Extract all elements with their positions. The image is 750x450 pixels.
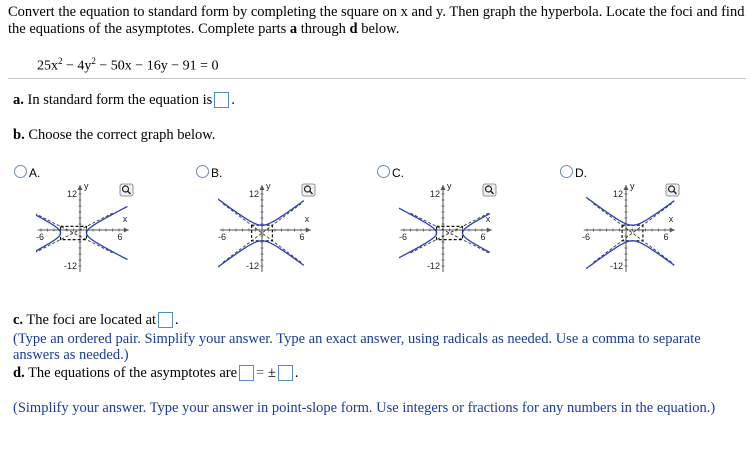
part-a: a. In standard form the equation is . <box>13 92 235 108</box>
option-label: D. <box>575 166 587 180</box>
asymptote-line <box>411 213 489 253</box>
x-tick-label-left: -6 <box>36 232 45 242</box>
graph-option-c[interactable] <box>377 164 491 271</box>
foci-input[interactable] <box>158 312 173 328</box>
graph-option-a[interactable] <box>14 164 128 271</box>
y-axis-label: y <box>84 181 89 191</box>
option-label: B. <box>211 166 223 180</box>
radio-button[interactable] <box>196 165 209 178</box>
y-tick-label-bottom: -12 <box>63 261 77 271</box>
y-tick-label-top: 12 <box>66 189 77 199</box>
radio-button[interactable] <box>14 165 27 178</box>
y-tick-label-top: 12 <box>248 189 259 199</box>
y-tick-label-top: 12 <box>612 189 623 199</box>
magnifier-zoom-icon[interactable] <box>666 184 679 196</box>
asymptote-right-input[interactable] <box>278 365 293 381</box>
asymptote-line <box>36 213 113 253</box>
hyperbola-graph <box>218 180 318 278</box>
y-tick-label-bottom: -12 <box>245 261 259 271</box>
y-axis-arrow <box>78 185 83 190</box>
y-axis-label: y <box>630 181 635 191</box>
asymptote-line <box>411 213 489 253</box>
hyperbola-branch <box>586 241 674 269</box>
x-axis-arrow <box>306 228 311 233</box>
y-tick-label-bottom: -12 <box>426 261 440 271</box>
question-intro-tail: Complete parts a through d below. <box>198 21 400 37</box>
magnifier-zoom-icon[interactable] <box>483 184 496 196</box>
y-axis-arrow <box>260 185 265 190</box>
hyperbola-graph <box>399 180 499 278</box>
hyperbola-branch <box>586 197 674 225</box>
x-tick-label-right: 6 <box>117 232 123 242</box>
graph-option-b[interactable] <box>196 164 310 271</box>
y-axis-label: y <box>266 181 271 191</box>
part-c-hint: (Type an ordered pair. Simplify your answer. Type an exact answer, using radicals as needed. Use a comma to separate answers as needed.) <box>13 331 701 363</box>
y-axis-arrow <box>624 185 629 190</box>
asymptote-left-input[interactable] <box>239 365 254 381</box>
y-axis-label: y <box>447 181 452 191</box>
x-axis-arrow <box>487 228 492 233</box>
radio-button[interactable] <box>560 165 573 178</box>
hyperbola-branch <box>218 241 304 269</box>
x-tick-label-left: -6 <box>218 232 227 242</box>
radio-button[interactable] <box>377 165 390 178</box>
hyperbola-graph <box>582 180 682 278</box>
hyperbola-graph <box>36 180 136 278</box>
question-intro <box>8 4 746 38</box>
magnifier-zoom-icon[interactable] <box>302 184 315 196</box>
x-tick-label-right: 6 <box>663 232 669 242</box>
central-rectangle <box>437 226 463 239</box>
standard-form-input[interactable] <box>214 92 229 108</box>
option-label: A. <box>29 166 41 180</box>
divider <box>8 78 746 79</box>
question-intro-text: Convert the equation to standard form by completing the square on x and y. Then graph the hyperbola. Locate the foci and find the equations of the asymptotes. <box>8 4 745 37</box>
x-axis-label: x <box>122 214 128 224</box>
magnifier-zoom-icon[interactable] <box>120 184 133 196</box>
x-tick-label-right: 6 <box>480 232 486 242</box>
part-b: b. Choose the correct graph below. <box>13 127 216 143</box>
central-rectangle <box>61 226 87 239</box>
part-d: d. The equations of the asymptotes are = ± . <box>13 365 299 381</box>
x-axis-label: x <box>485 214 491 224</box>
part-d-hint: (Simplify your answer. Type your answer in point-slope form. Use integers or fractions for any numbers in the equation.) <box>13 400 716 416</box>
part-c: c. The foci are located at . <box>13 312 179 328</box>
graph-option-d[interactable] <box>560 164 674 271</box>
y-tick-label-top: 12 <box>429 189 440 199</box>
x-axis-label: x <box>668 214 674 224</box>
x-axis-arrow <box>670 228 675 233</box>
y-tick-label-bottom: -12 <box>609 261 623 271</box>
x-tick-label-left: -6 <box>582 232 591 242</box>
option-label: C. <box>392 166 404 180</box>
hyperbola-branch <box>218 197 304 225</box>
asymptote-line <box>36 213 113 253</box>
y-axis-arrow <box>441 185 446 190</box>
x-axis-arrow <box>124 228 129 233</box>
x-tick-label-right: 6 <box>299 232 305 242</box>
x-tick-label-left: -6 <box>399 232 408 242</box>
x-axis-label: x <box>304 214 310 224</box>
given-equation: $25x^2 - 4y^2 - 50x - 16y - 91 = 0$ <box>37 56 219 74</box>
